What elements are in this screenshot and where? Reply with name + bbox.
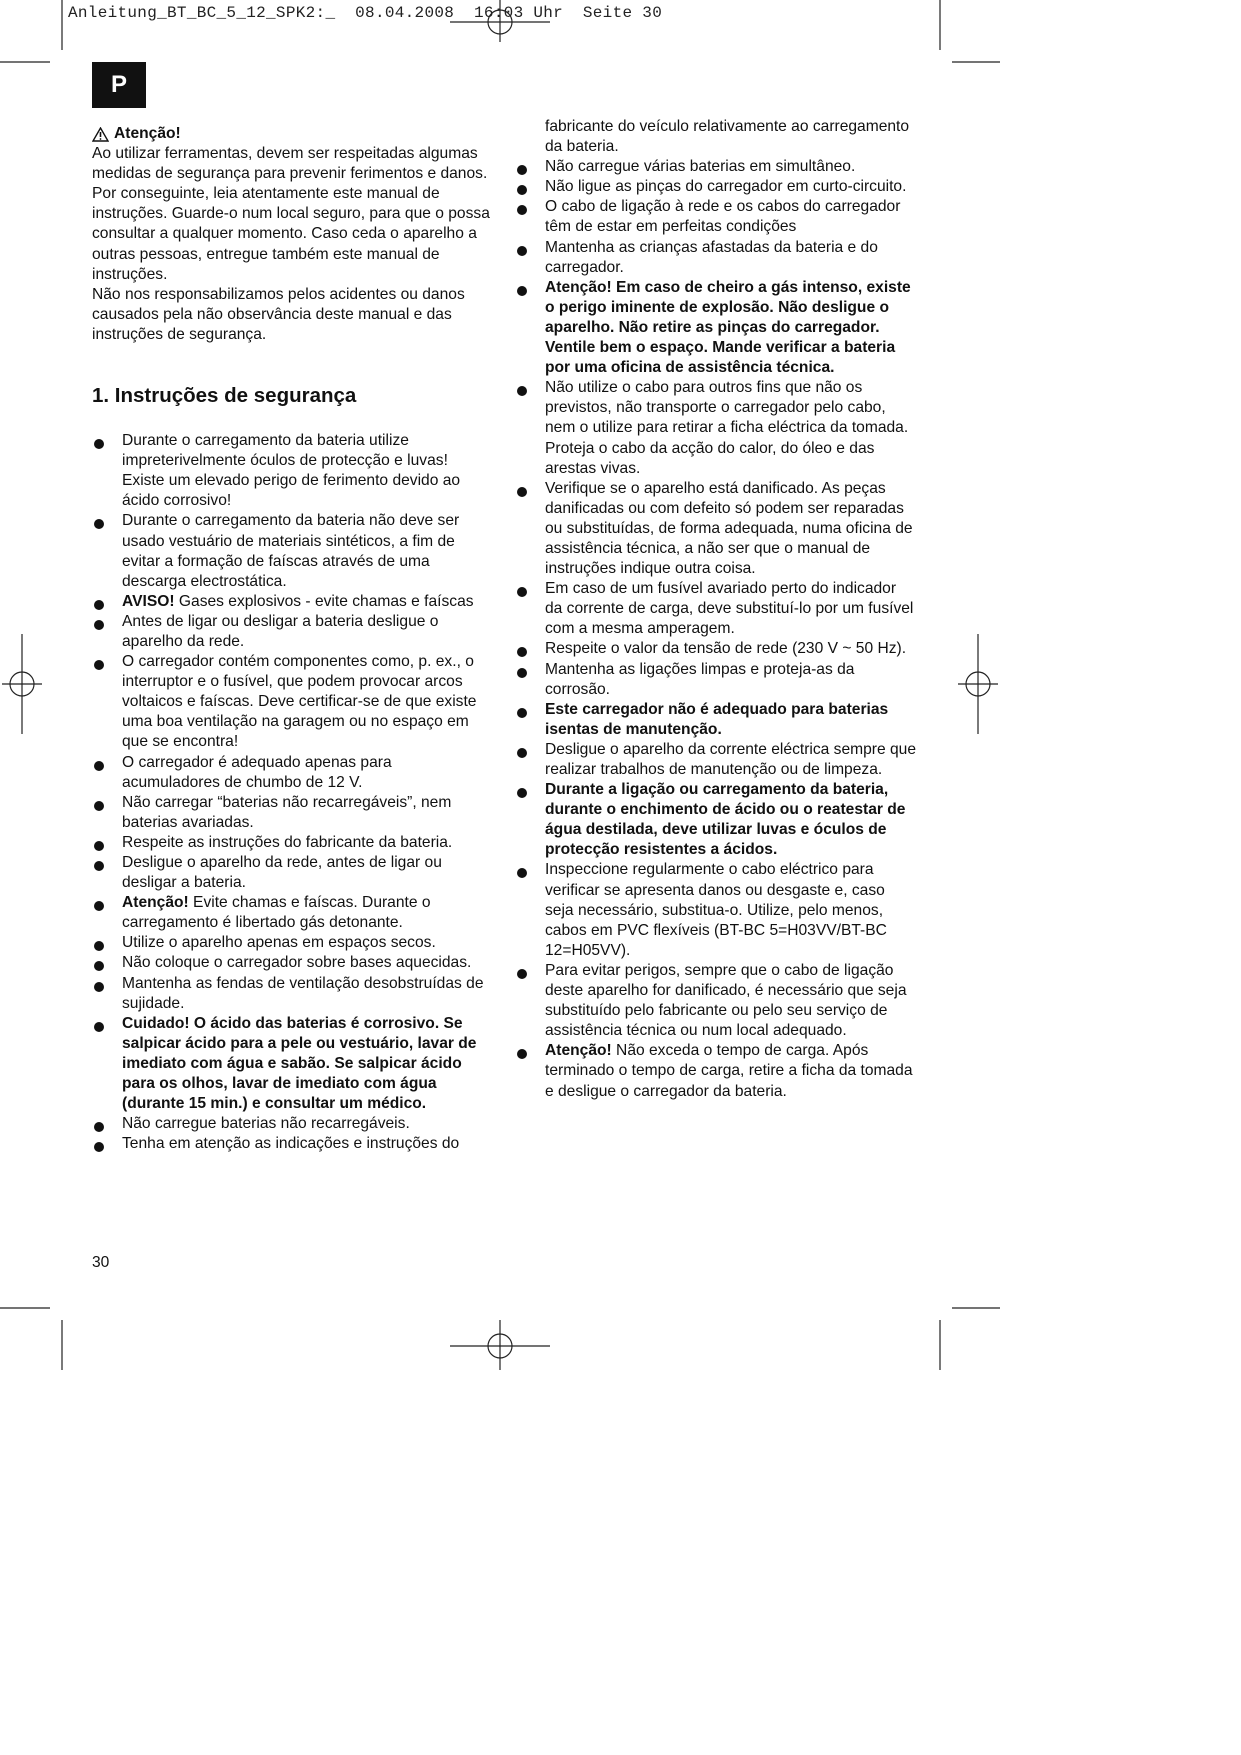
list-item: Mantenha as fendas de ventilação desobstruídas de sujidade. <box>92 974 492 1014</box>
list-item: Respeite as instruções do fabricante da bateria. <box>92 833 492 853</box>
left-safety-list <box>92 431 492 1154</box>
list-item: Utilize o aparelho apenas em espaços secos. <box>92 933 492 953</box>
right-column <box>545 117 917 1102</box>
list-item: O cabo de ligação à rede e os cabos do carregador têm de estar em perfeitas condições <box>545 197 917 237</box>
list-item: O carregador é adequado apenas para acumuladores de chumbo de 12 V. <box>92 753 492 793</box>
list-item-continuation: fabricante do veículo relativamente ao carregamento da bateria. <box>545 118 910 156</box>
page-number: 30 <box>92 1254 110 1271</box>
list-item: Verifique se o aparelho está danificado. As peças danificadas ou com defeito só podem ser reparadas ou substituídas, de forma adequada, numa oficina de assistência técnica, a não ser que o manual de instruções indique outra coisa. <box>545 479 917 579</box>
section-title: 1. Instruções de segurança <box>92 384 357 408</box>
warning-title: Atenção! <box>114 125 181 142</box>
list-item: Cuidado! O ácido das baterias é corrosivo. Se salpicar ácido para a pele ou vestuário, lavar de imediato com água e sabão. Se salpicar ácido para os olhos, lavar de imediato com água (durante 15 min.) e consultar um médico. <box>92 1014 492 1114</box>
right-safety-list <box>545 117 917 1102</box>
list-item: Este carregador não é adequado para baterias isentas de manutenção. <box>545 700 917 740</box>
list-item: Durante a ligação ou carregamento da bateria, durante o enchimento de ácido ou o reatestar de água destilada, deve utilizar luvas e óculos de protecção resistentes a ácidos. <box>545 780 917 860</box>
warning-heading <box>92 124 492 144</box>
list-item: Atenção! Em caso de cheiro a gás intenso, existe o perigo iminente de explosão. Não desligue o aparelho. Não retire as pinças do carregador. Ventile bem o espaço. Mande verificar a bateria por uma oficina de assistência técnica. <box>545 278 917 378</box>
list-item: Atenção! Não exceda o tempo de carga. Após terminado o tempo de carga, retire a ficha da tomada e desligue o carregador da bateria. <box>545 1041 917 1101</box>
list-item: Mantenha as crianças afastadas da bateria e do carregador. <box>545 238 917 278</box>
language-tab: P <box>92 62 146 108</box>
list-item: Tenha em atenção as indicações e instruções do <box>92 1134 492 1154</box>
list-item: Antes de ligar ou desligar a bateria desligue o aparelho da rede. <box>92 612 492 652</box>
list-item: Durante o carregamento da bateria não deve ser usado vestuário de materiais sintéticos, a fim de evitar a formação de faíscas através de uma descarga electrostática. <box>92 511 492 591</box>
left-column <box>92 124 492 1154</box>
list-item: Para evitar perigos, sempre que o cabo de ligação deste aparelho for danificado, é necessário que seja substituído pelo fabricante ou pelo seu serviço de assistência técnica ou num local adequado. <box>545 961 917 1041</box>
list-item: Desligue o aparelho da corrente eléctrica sempre que realizar trabalhos de manutenção ou de limpeza. <box>545 740 917 780</box>
list-item: Não utilize o cabo para outros fins que não os previstos, não transporte o carregador pelo cabo, nem o utilize para retirar a ficha eléctrica da tomada. Proteja o cabo da acção do calor, do óleo e das arestas vivas. <box>545 378 917 478</box>
list-item: Não coloque o carregador sobre bases aquecidas. <box>92 953 492 973</box>
list-item: Não ligue as pinças do carregador em curto-circuito. <box>545 177 917 197</box>
warning-triangle-icon <box>92 127 109 142</box>
list-item: Não carregue baterias não recarregáveis. <box>92 1114 492 1134</box>
list-item: Atenção! Evite chamas e faíscas. Durante o carregamento é libertado gás detonante. <box>92 893 492 933</box>
warning-paragraph-2: Não nos responsabilizamos pelos acidentes ou danos causados pela não observância deste manual e das instruções de segurança. <box>92 285 465 343</box>
warning-paragraph-1: Ao utilizar ferramentas, devem ser respeitadas algumas medidas de segurança para prevenir ferimentos e danos. Por conseguinte, leia atentamente este manual de instruções. Guarde-o num local seguro, para que o possa consultar a qualquer momento. Caso ceda o aparelho a outras pessoas, entregue também este manual de instruções. <box>92 145 490 283</box>
list-item: O carregador contém componentes como, p. ex., o interruptor e o fusível, que podem provocar arcos voltaicos e faíscas. Deve certificar-se de que existe uma boa ventilação na garagem ou no espaço em que se encontra! <box>92 652 492 752</box>
list-item: Em caso de um fusível avariado perto do indicador da corrente de carga, deve substituí-lo por um fusível com a mesma amperagem. <box>545 579 917 639</box>
list-item: Mantenha as ligações limpas e proteja-as da corrosão. <box>545 660 917 700</box>
list-item: Durante o carregamento da bateria utilize impreterivelmente óculos de protecção e luvas! Existe um elevado perigo de ferimento devido ao ácido corrosivo! <box>92 431 492 511</box>
list-item: Desligue o aparelho da rede, antes de ligar ou desligar a bateria. <box>92 853 492 893</box>
list-item: Respeite o valor da tensão de rede (230 V ~ 50 Hz). <box>545 639 917 659</box>
list-item: Inspeccione regularmente o cabo eléctrico para verificar se apresenta danos ou desgaste e, caso seja necessário, substitua-o. Utilize, pelo menos, cabos em PVC flexíveis (BT-BC 5=H03VV/BT-BC 12=H05VV). <box>545 860 917 960</box>
print-header: Anleitung_BT_BC_5_12_SPK2:_ 08.04.2008 16:03 Uhr Seite 30 <box>68 4 663 22</box>
list-item: AVISO! Gases explosivos - evite chamas e faíscas <box>92 592 492 612</box>
list-item: Não carregue várias baterias em simultâneo. <box>545 157 917 177</box>
list-item: Não carregar “baterias não recarregáveis”, nem baterias avariadas. <box>92 793 492 833</box>
